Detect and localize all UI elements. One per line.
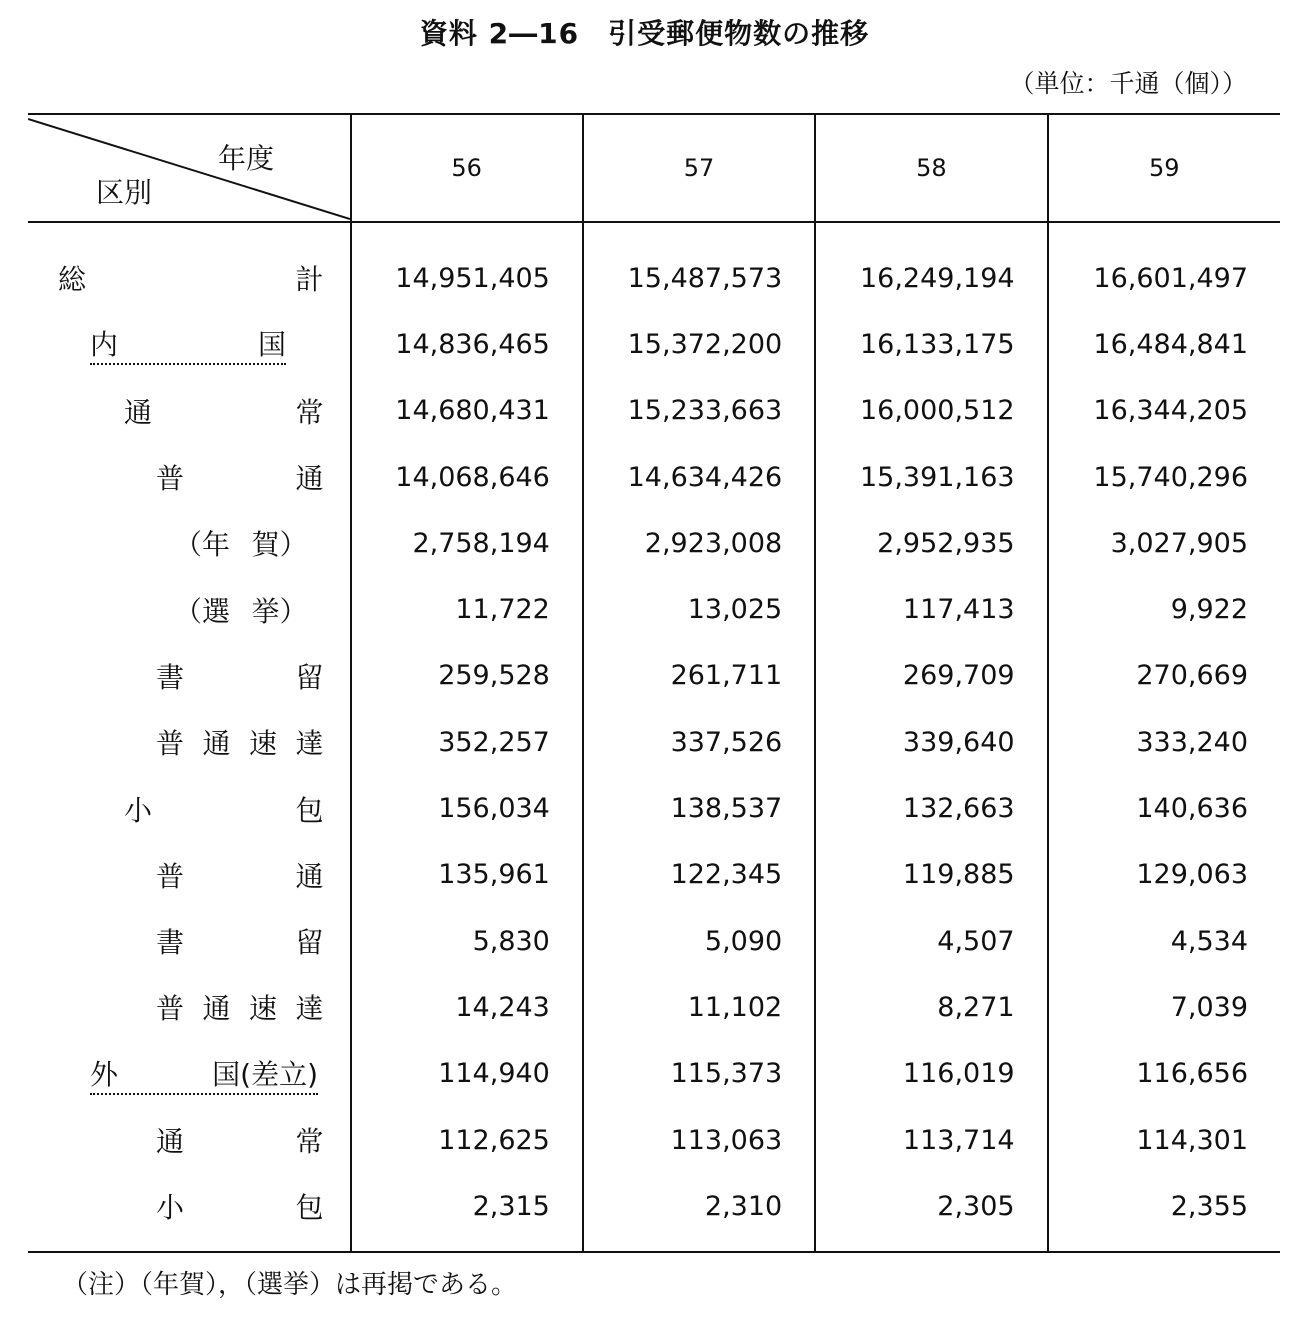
value-cell: 156,034 [351,775,583,841]
value-cell: 11,722 [351,576,583,642]
table-row [28,444,1280,510]
year-header-57: 57 [583,114,815,222]
table-row [28,222,1280,311]
table-row [28,1041,1280,1107]
value-cell: 8,271 [815,974,1047,1040]
table-row [28,842,1280,908]
value-cell: 4,534 [1048,908,1280,974]
value-cell: 14,951,405 [351,222,583,311]
value-cell: 7,039 [1048,974,1280,1040]
value-cell: 116,019 [815,1041,1047,1107]
row-label-cell [28,974,351,1040]
value-cell: 2,355 [1048,1173,1280,1252]
value-cell: 15,487,573 [583,222,815,311]
data-table-container [28,113,1280,1253]
value-cell: 116,656 [1048,1041,1280,1107]
table-row [28,1173,1280,1252]
year-header-58: 58 [815,114,1047,222]
row-label: 通 常 [156,1125,324,1158]
row-label-cell [28,510,351,576]
row-label: 書 留 [156,660,324,694]
mail-volume-table [28,113,1280,1253]
value-cell: 4,507 [815,908,1047,974]
row-label-cell [28,908,351,974]
corner-header-cell [28,114,351,222]
row-label-cell [28,444,351,510]
value-cell: 15,233,663 [583,378,815,444]
value-cell: 269,709 [815,643,1047,709]
table-row [28,311,1280,377]
row-label-cell [28,709,351,775]
row-label: 普 通 速 達 [156,992,324,1026]
value-cell: 129,063 [1048,842,1280,908]
row-label-cell [28,842,351,908]
value-cell: 113,714 [815,1107,1047,1173]
value-cell: 2,758,194 [351,510,583,576]
value-cell: 16,344,205 [1048,378,1280,444]
table-row [28,908,1280,974]
value-cell: 333,240 [1048,709,1280,775]
table-row [28,378,1280,444]
row-label: 内 国 [28,323,350,365]
table-row [28,643,1280,709]
value-cell: 2,952,935 [815,510,1047,576]
value-cell: 15,391,163 [815,444,1047,510]
row-label-cell [28,378,351,444]
value-cell: 140,636 [1048,775,1280,841]
value-cell: 16,249,194 [815,222,1047,311]
table-row [28,576,1280,642]
row-label: 書 留 [156,926,324,960]
row-label: 小 包 [156,1191,324,1225]
value-cell: 5,830 [351,908,583,974]
row-label-cell [28,222,351,311]
row-label-cell [28,775,351,841]
table-row [28,775,1280,841]
value-cell: 113,063 [583,1107,815,1173]
value-cell: 114,940 [351,1041,583,1107]
value-cell: 112,625 [351,1107,583,1173]
year-axis-label: 年度 [218,142,275,175]
value-cell: 16,601,497 [1048,222,1280,311]
unit-note: （単位：千通（個）） [1009,69,1247,98]
row-label: （選 挙） [174,594,308,628]
row-label-cell [28,643,351,709]
row-label: 外 国(差立) [28,1053,350,1095]
value-cell: 9,922 [1048,576,1280,642]
value-cell: 138,537 [583,775,815,841]
value-cell: 13,025 [583,576,815,642]
value-cell: 122,345 [583,842,815,908]
value-cell: 11,102 [583,974,815,1040]
row-label: 小 包 [124,793,324,827]
value-cell: 2,315 [351,1173,583,1252]
diagonal-divider [28,115,350,221]
value-cell: 14,243 [351,974,583,1040]
value-cell: 16,000,512 [815,378,1047,444]
value-cell: 14,068,646 [351,444,583,510]
table-row [28,974,1280,1040]
value-cell: 14,680,431 [351,378,583,444]
year-header-59: 59 [1048,114,1280,222]
value-cell: 337,526 [583,709,815,775]
row-label-cell [28,1107,351,1173]
row-label-cell [28,311,351,377]
value-cell: 16,133,175 [815,311,1047,377]
value-cell: 117,413 [815,576,1047,642]
value-cell: 261,711 [583,643,815,709]
value-cell: 115,373 [583,1041,815,1107]
value-cell: 259,528 [351,643,583,709]
table-row [28,709,1280,775]
row-label-cell [28,576,351,642]
value-cell: 14,634,426 [583,444,815,510]
value-cell: 2,923,008 [583,510,815,576]
row-label: 普 通 [156,462,324,496]
header-row [28,114,1280,222]
value-cell: 135,961 [351,842,583,908]
value-cell: 2,305 [815,1173,1047,1252]
value-cell: 5,090 [583,908,815,974]
value-cell: 2,310 [583,1173,815,1252]
row-label: 通 常 [124,395,324,429]
footnote: （注）（年賀），（選挙）は再掲である。 [62,1270,518,1300]
year-header-56: 56 [351,114,583,222]
value-cell: 352,257 [351,709,583,775]
row-label: （年 賀） [174,528,308,562]
category-axis-label: 区別 [96,176,153,209]
table-row [28,510,1280,576]
value-cell: 16,484,841 [1048,311,1280,377]
value-cell: 270,669 [1048,643,1280,709]
row-label: 総 計 [58,263,324,297]
value-cell: 119,885 [815,842,1047,908]
table-row [28,1107,1280,1173]
value-cell: 15,372,200 [583,311,815,377]
value-cell: 3,027,905 [1048,510,1280,576]
row-label-cell [28,1173,351,1252]
value-cell: 132,663 [815,775,1047,841]
document-title: 資料 2―16 引受郵便物数の推移 [419,17,870,50]
row-label: 普 通 [156,859,324,893]
value-cell: 15,740,296 [1048,444,1280,510]
value-cell: 114,301 [1048,1107,1280,1173]
value-cell: 339,640 [815,709,1047,775]
row-label-cell [28,1041,351,1107]
row-label: 普 通 速 達 [156,727,324,761]
value-cell: 14,836,465 [351,311,583,377]
